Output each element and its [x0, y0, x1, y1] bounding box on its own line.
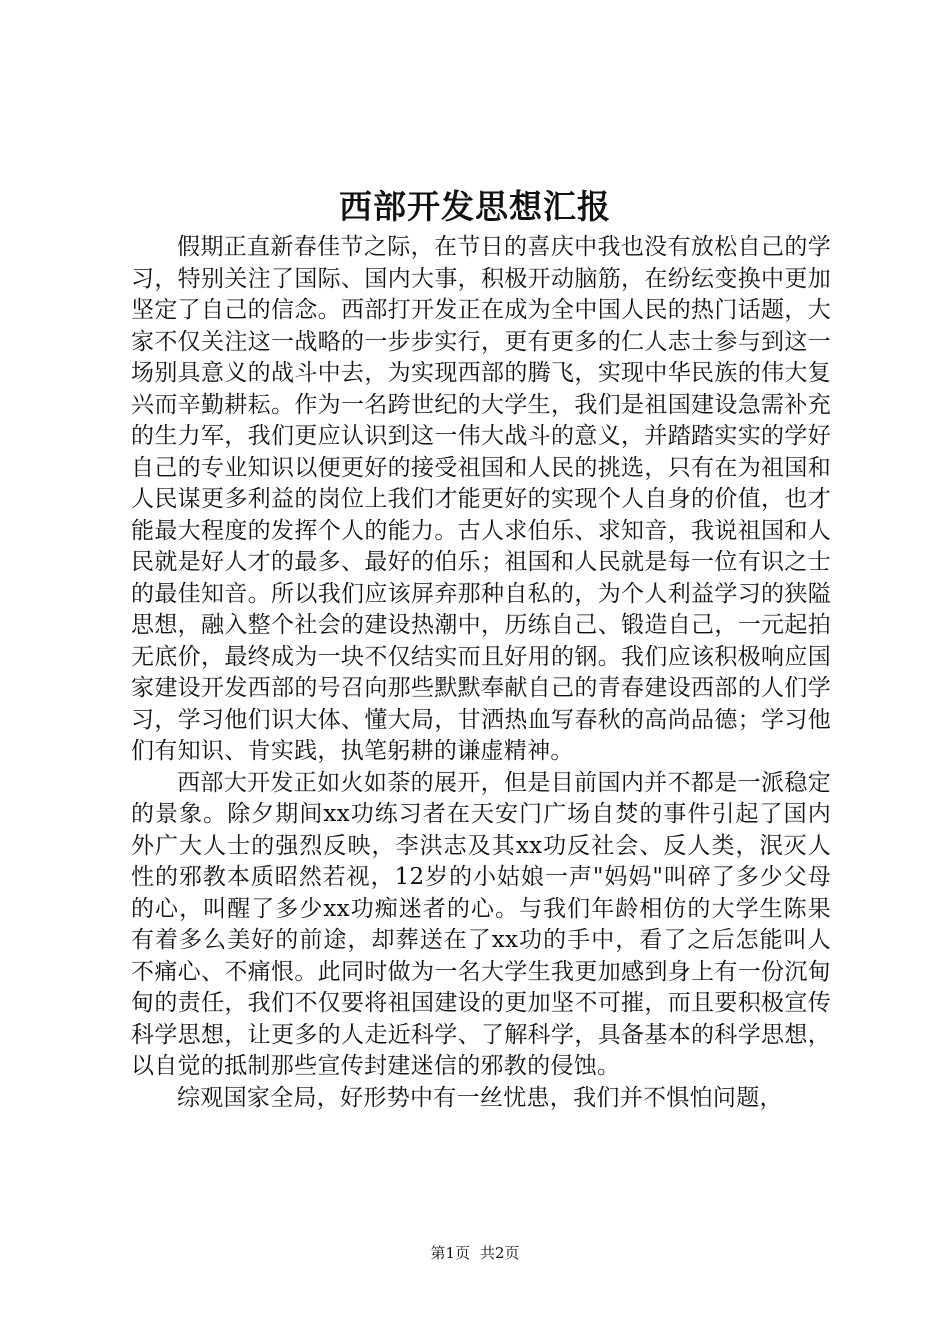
paragraph-1: 假期正直新春佳节之际，在节日的喜庆中我也没有放松自己的学习，特别关注了国际、国内大事，积极开动脑筋，在纷纭变换中更加坚定了自己的信念。西部打开发正在成为全中国人民的热门话题，大家不仅关注这一战略的一步步实行，更有更多的仁人志士参与到这一场别具意义的战斗中去，为实现西部的腾飞，实现中华民族的伟大复兴而辛勤耕耘。作为一名跨世纪的大学生，我们是祖国建设急需补充的生力军，我们更应认识到这一伟大战斗的意义，并踏踏实实的学好自己的专业知识以便更好的接受祖国和人民的挑选，只有在为祖国和人民谋更多利益的岗位上我们才能更好的实现个人自身的价值，也才能最大程度的发挥个人的能力。古人求伯乐、求知音，我说祖国和人民就是好人才的最多、最好的伯乐；祖国和人民就是每一位有识之士的最佳知音。所以我们应该屏弃那种自私的，为个人利益学习的狭隘思想，融入整个社会的建设热潮中，历练自己、锻造自己，一元起拍无底价，最终成为一块不仅结实而且好用的钢。我们应该积极响应国家建设开发西部的号召向那些默默奉献自己的青春建设西部的人们学习，学习他们识大体、懂大局，甘洒热血写春秋的高尚品德；学习他们有知识、肯实践，执笔躬耕的谦虚精神。 [131, 234, 831, 764]
paragraph-2: 西部大开发正如火如荼的展开，但是目前国内并不都是一派稳定的景象。除夕期间xx功练习者在天安门广场自焚的事件引起了国内外广大人士的强烈反映，李洪志及其xx功反社会、反人类，泯灭人性的邪教本质昭然若视，12岁的小姑娘一声"妈妈"叫碎了多少父母的心，叫醒了多少xx功痴迷者的心。与我们年龄相仿的大学生陈果有着多么美好的前途，却葬送在了xx功的手中，看了之后怎能叫人不痛心、不痛恨。此同时做为一名大学生我更加感到身上有一份沉甸甸的责任，我们不仅要将祖国建设的更加坚不可摧，而且要积极宣传科学思想，让更多的人走近科学、了解科学，具备基本的科学思想，以自觉的抵制那些宣传封建迷信的邪教的侵蚀。 [131, 769, 831, 1079]
paragraph-3: 综观国家全局，好形势中有一丝忧患，我们并不惧怕问题， [177, 1084, 783, 1111]
document-body [131, 232, 831, 1114]
page-footer [0, 1243, 950, 1263]
page-total: 共2页 [480, 1244, 520, 1262]
page-number: 第1页 [430, 1244, 470, 1262]
document-title: 西部开发思想汇报 [339, 187, 611, 226]
